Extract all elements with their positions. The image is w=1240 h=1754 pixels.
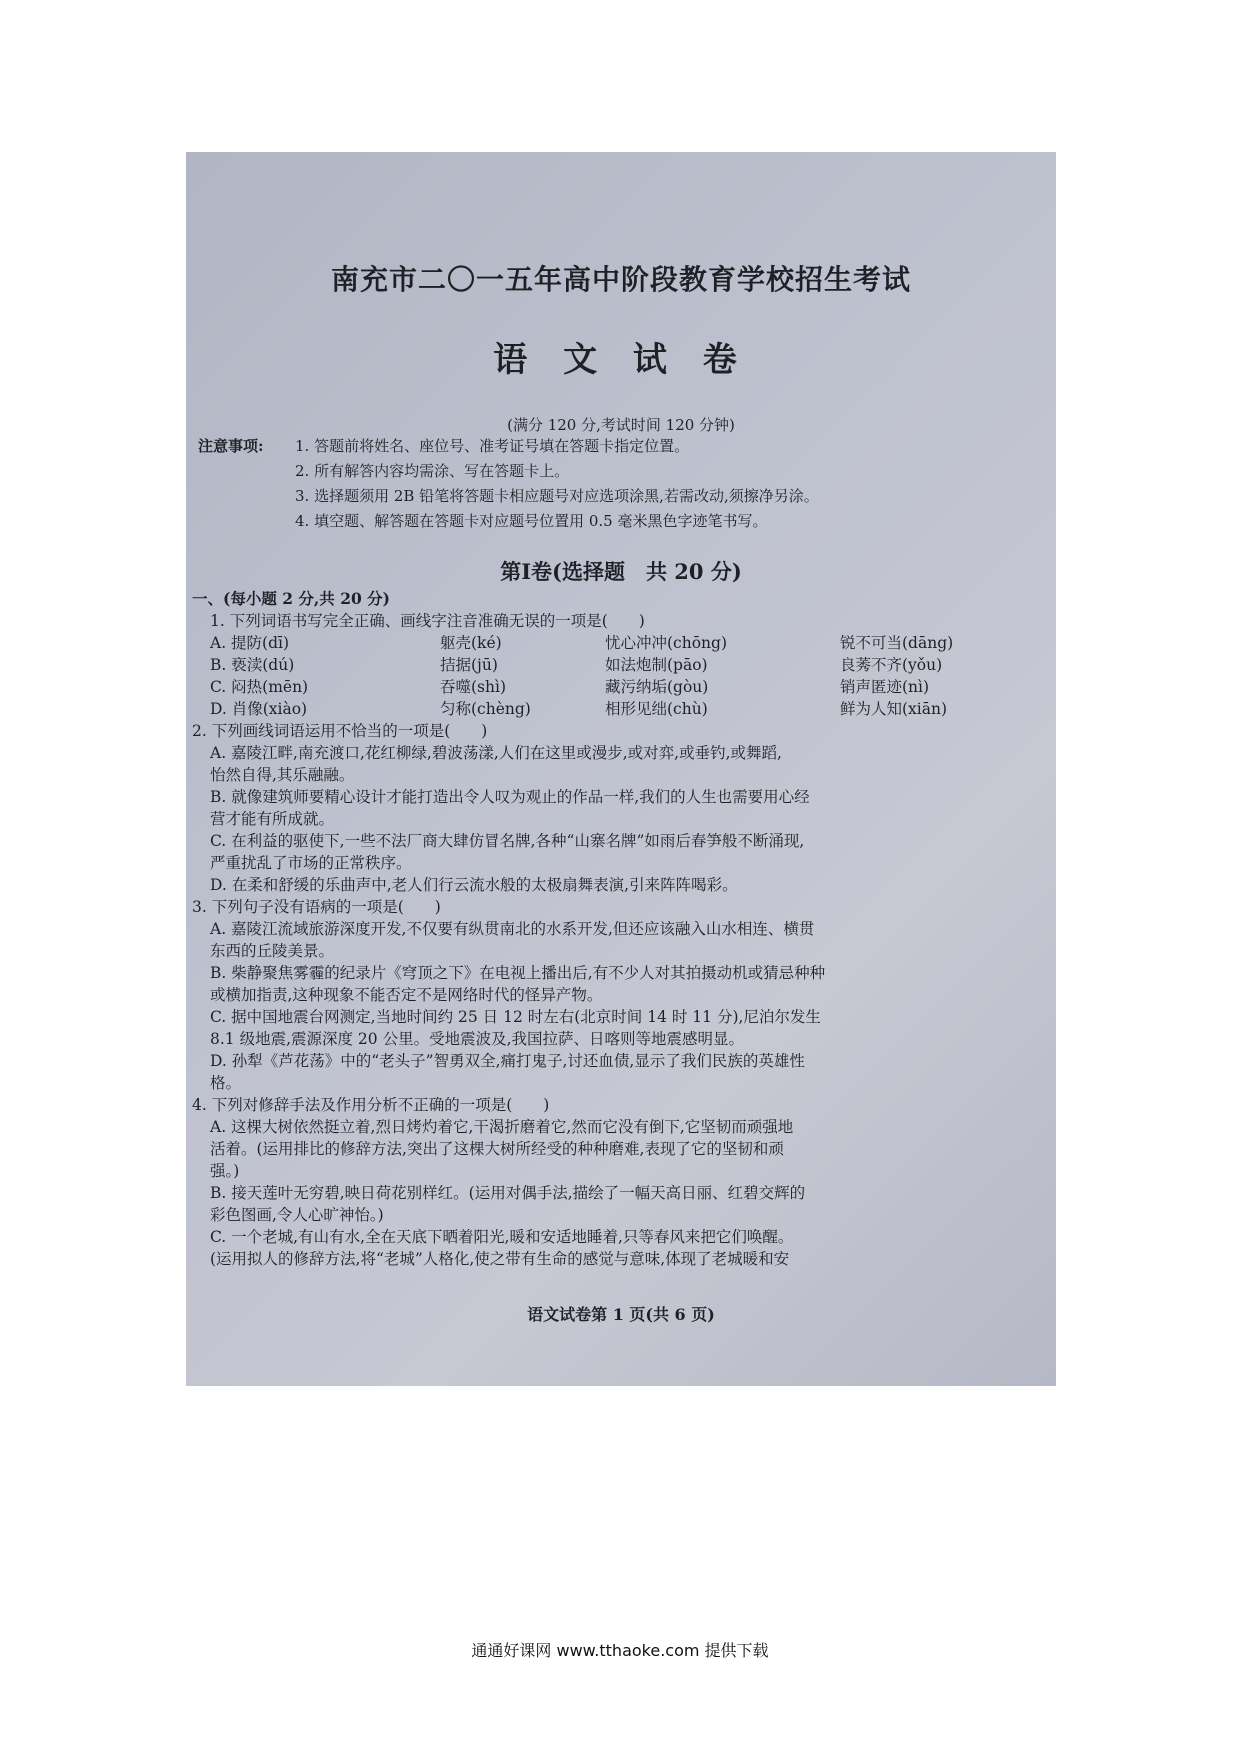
q2-line: B. 就像建筑师要精心设计才能打造出令人叹为观止的作品一样,我们的人生也需要用心经 [210,788,810,806]
score-time: (满分 120 分,考试时间 120 分钟) [507,416,735,434]
q4-line: B. 接天莲叶无穷碧,映日荷花别样红。(运用对偶手法,描绘了一幅天高日丽、红碧交辉的 [210,1184,806,1202]
exam-sheet [186,152,1056,1386]
q3-line: 或横加指责,这种现象不能否定不是网络时代的怪异产物。 [210,986,603,1004]
section-title: 第Ⅰ卷(选择题 共 20 分) [500,559,742,584]
q3-line: B. 柴静聚焦雾霾的纪录片《穹顶之下》在电视上播出后,有不少人对其拍摄动机或猜忌种种 [210,964,826,982]
q1-option: 躯壳(ké) [440,634,502,652]
page-footer: 语文试卷第 1 页(共 6 页) [527,1305,715,1324]
question-body [192,588,1042,1270]
q2-line: C. 在利益的驱使下,一些不法厂商大肆仿冒名牌,各种“山寨名牌”如雨后春笋般不断涌现, [210,832,805,850]
q2-line: A. 嘉陵江畔,南充渡口,花红柳绿,碧波荡漾,人们在这里或漫步,或对弈,或垂钓,或舞蹈, [210,744,782,762]
q1-option: 良莠不齐(yǒu) [840,656,943,674]
q1-option: 匀称(chèng) [440,700,531,718]
q1-option: B. 亵渎(dú) [210,656,295,674]
q1-option: A. 提防(dī) [210,634,290,652]
note-row [198,509,1038,534]
q3-line: A. 嘉陵江流域旅游深度开发,不仅要有纵贯南北的水系开发,但还应该融入山水相连、横贯 [210,920,815,938]
note-item: 4. 填空题、解答题在答题卡对应题号位置用 0.5 毫米黑色字迹笔书写。 [295,512,768,530]
q1-option: 鲜为人知(xiān) [840,700,948,718]
exam-photo [186,152,1056,1386]
note-item: 3. 选择题须用 2B 铅笔将答题卡相应题号对应选项涂黑,若需改动,须擦净另涂。 [295,487,819,505]
q3-stem: 3. 下列句子没有语病的一项是( ) [192,898,441,916]
q4-line: A. 这棵大树依然挺立着,烈日烤灼着它,干渴折磨着它,然而它没有倒下,它坚韧而顽强地 [210,1118,794,1136]
q1-stem: 1. 下列词语书写完全正确、画线字注音准确无误的一项是( ) [210,612,645,630]
exam-title: 南充市二〇一五年高中阶段教育学校招生考试 [330,263,911,296]
q3-line: 8.1 级地震,震源深度 20 公里。受地震波及,我国拉萨、日喀则等地震感明显。 [210,1030,745,1048]
q1-option: 相形见绌(chù) [605,700,708,718]
note-row [198,459,1038,484]
q1-options [192,632,1042,720]
q1-option: 藏污纳垢(gòu) [605,678,709,696]
q3-line: C. 据中国地震台网测定,当地时间约 25 日 12 时左右(北京时间 14 时 11 分),尼泊尔发生 [210,1008,821,1026]
q1-option: D. 肖像(xiào) [210,700,308,718]
q2-stem: 2. 下列画线词语运用不恰当的一项是( ) [192,722,488,740]
q1-option: 锐不可当(dāng) [840,634,954,652]
q1-option: 如法炮制(pāo) [605,656,708,674]
notes-block [198,434,1038,534]
q3-line: D. 孙犁《芦花荡》中的“老头子”智勇双全,痛打鬼子,讨还血债,显示了我们民族的英雄性 [210,1052,805,1070]
q4-line: 强。) [210,1162,240,1180]
q1-option: 吞噬(shì) [440,678,506,696]
q1-option: 忧心冲冲(chōng) [605,634,727,652]
q4-line: C. 一个老城,有山有水,全在天底下晒着阳光,暖和安适地睡着,只等春风来把它们唤醒。 [210,1228,794,1246]
exam-subject: 语 文 试 卷 [493,340,749,380]
q1-option: 销声匿迹(nì) [840,678,930,696]
q4-line: 活着。(运用排比的修辞方法,突出了这棵大树所经受的种种磨难,表现了它的坚韧和顽 [210,1140,784,1158]
notes-label: 注意事项: [198,437,264,455]
q2-line: 严重扰乱了市场的正常秩序。 [210,854,412,872]
q2-line: 营才能有所成就。 [210,810,335,828]
q3-line: 格。 [210,1074,242,1092]
q1-option: 拮据(jū) [440,656,498,674]
q2-line: 怡然自得,其乐融融。 [210,766,355,784]
part-heading: 一、(每小题 2 分,共 20 分) [192,589,391,608]
q4-line: (运用拟人的修辞方法,将“老城”人格化,使之带有生命的感觉与意味,体现了老城暖和安 [210,1250,790,1268]
q4-stem: 4. 下列对修辞手法及作用分析不正确的一项是( ) [192,1096,550,1114]
q2-line: D. 在柔和舒缓的乐曲声中,老人们行云流水般的太极扇舞表演,引来阵阵喝彩。 [210,876,738,894]
q3-line: 东西的丘陵美景。 [210,942,335,960]
note-item: 1. 答题前将姓名、座位号、准考证号填在答题卡指定位置。 [295,437,690,455]
download-credit: 通通好课网 www.tthaoke.com 提供下载 [471,1641,769,1660]
q4-line: 彩色图画,令人心旷神怡。) [210,1206,384,1224]
note-item: 2. 所有解答内容均需涂、写在答题卡上。 [295,462,570,480]
q1-option: C. 闷热(mēn) [210,678,309,696]
note-row [198,484,1038,509]
note-row [198,434,1038,459]
